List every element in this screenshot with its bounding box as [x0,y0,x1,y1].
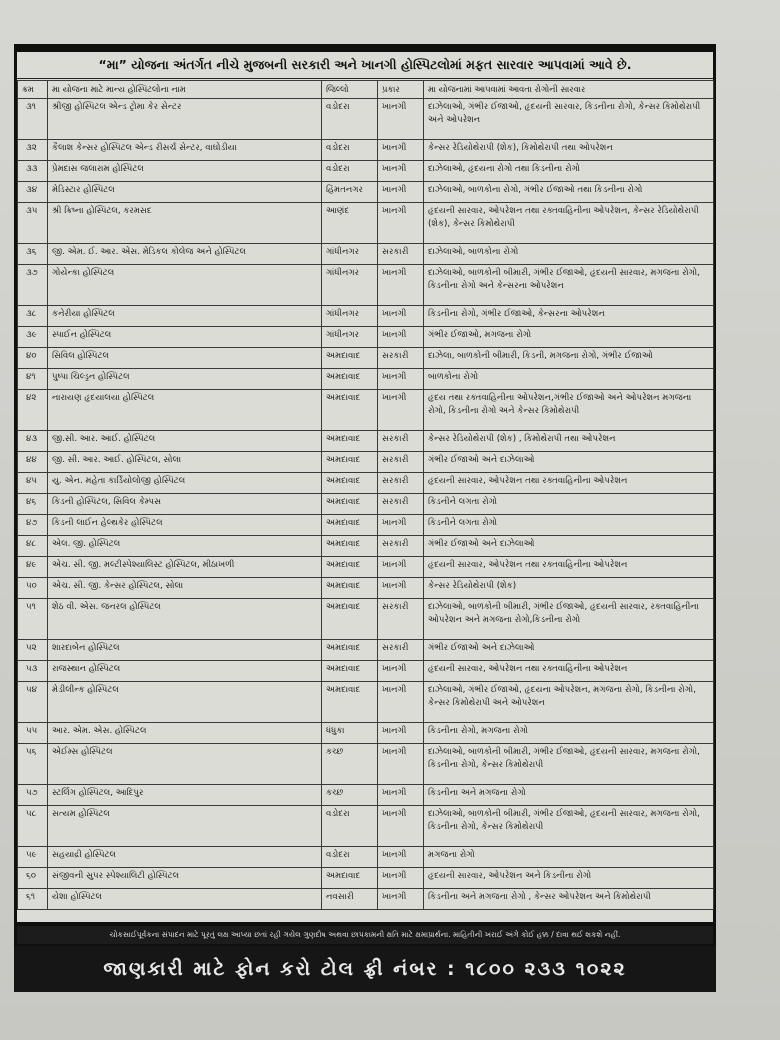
cell-hospital-name: કિડની હોસ્પિટલ, સિવિલ કેમ્પસ [48,494,322,515]
cell-district: હિંમતનગર [322,182,378,203]
cell-hospital-name: પ્રેમદાસ જલારામ હોસ્પિટલ [48,161,322,182]
table-row [18,369,714,390]
cell-district: વડોદરા [322,847,378,868]
cell-treatment: દાઝેલાઓ, બાળકોના રોગો, ગંભીર ઈજાઓ તથા કિડનીના રોગો [424,182,714,203]
cell-number: ૩૭ [18,265,48,306]
disclaimer-notice: ચોકસાઈપૂર્વકના સંપાદન માટે પૂરતું લક્ષ આપ્યા છતાં રહી ગયેલ ગુણદોષ અથવા છાપકામની ક્ષતિ માટે ક્ષમાપ્રાર્થના. માહિતીની ખરાઈ અંગે કોઈ હક્ક / દાવા થઈ શકશે નહીં. [17,926,713,944]
cell-treatment: હૃદયની સારવાર, ઓપરેશન તથા રક્તવાહિનીના ઓપરેશન [424,557,714,578]
cell-number: ૫૯ [18,847,48,868]
cell-type: ખાનગી [378,390,424,431]
cell-hospital-name: એલ. જી. હોસ્પિટલ [48,536,322,557]
cell-number: ૫૬ [18,744,48,785]
cell-treatment: કિડનીના રોગો, મગજના રોગો [424,723,714,744]
table-row [18,785,714,806]
cell-type: ખાનગી [378,847,424,868]
cell-type: ખાનગી [378,889,424,910]
cell-number: ૪૬ [18,494,48,515]
table-row [18,431,714,452]
cell-treatment: દાઝેલાઓ, ગંભીર ઈજાઓ, હૃદયની સારવાર, કિડનીના રોગો, કેન્સર કિમોથેરાપી અને ઓપરેશન [424,99,714,140]
cell-type: ખાનગી [378,682,424,723]
cell-type: ખાનગી [378,182,424,203]
table-row [18,306,714,327]
cell-hospital-name: કૈલાશ કેન્સર હોસ્પિટલ એન્ડ રીસર્ચ સેન્ટર, વાઘોડીયા [48,140,322,161]
cell-type: સરકારી [378,473,424,494]
table-row [18,868,714,889]
table-row [18,640,714,661]
cell-district: ગાંધીનગર [322,306,378,327]
cell-treatment: કેન્સર રેડિયોથેરાપી (શેક) , કિમોથેરાપી તથા ઓપરેશન [424,431,714,452]
column-header-district: જિલ્લો [322,81,378,99]
table-row [18,494,714,515]
cell-number: ૫૪ [18,682,48,723]
cell-hospital-name: સ્પાઈન હોસ્પિટલ [48,327,322,348]
cell-treatment: હૃદયની સારવાર, ઓપરેશન તથા રક્તવાહિનીના ઓપરેશન [424,661,714,682]
cell-treatment: દાઝેલાઓ, ગંભીર ઈજાઓ, હૃદયના ઓપરેશન, મગજના રોગો, કિડનીના રોગો, કેન્સર કિમોથેરાપી અને ઓપરેશન [424,682,714,723]
cell-hospital-name: પુષ્પા ચિલ્ડ્રન હોસ્પિટલ [48,369,322,390]
cell-type: ખાનગી [378,661,424,682]
cell-hospital-name: સ્ટર્લિંગ હોસ્પિટલ, આદિપુર [48,785,322,806]
cell-hospital-name: જી.સી. આર. આઈ. હોસ્પિટલ [48,431,322,452]
cell-treatment: હૃદયની સારવાર, ઓપરેશન તથા રક્તવાહિનીના ઓપરેશન, કેન્સર રેડિયોથેરાપી (શેક), કેન્સર કિમોથેરાપી [424,203,714,244]
cell-type: ખાનગી [378,203,424,244]
cell-hospital-name: એચ. સી. જી. કેન્સર હોસ્પિટલ, સોલા [48,578,322,599]
cell-district: અમદાવાદ [322,536,378,557]
cell-district: અમદાવાદ [322,868,378,889]
cell-type: સરકારી [378,494,424,515]
table-row [18,723,714,744]
table-row [18,473,714,494]
cell-treatment: કેન્સર રેડિયોથેરાપી (શેક), કિમોથેરાપી તથા ઓપરેશન [424,140,714,161]
cell-treatment: ગંભીર ઈજાઓ, મગજના રોગો [424,327,714,348]
column-header-treatment: મા યોજનામાં આપવામાં આવતા રોગોની સારવાર [424,81,714,99]
cell-district: અમદાવાદ [322,578,378,599]
cell-number: ૪૯ [18,557,48,578]
cell-treatment: દાઝેલાઓ, બાળકોના રોગો [424,244,714,265]
table-header-row [18,81,714,99]
cell-district: અમદાવાદ [322,661,378,682]
cell-district: કચ્છ [322,744,378,785]
cell-treatment: કિડનીને લગતા રોગો [424,494,714,515]
cell-type: ખાનગી [378,265,424,306]
table-row [18,265,714,306]
cell-hospital-name: કનેરીયા હોસ્પિટલ [48,306,322,327]
cell-district: અમદાવાદ [322,369,378,390]
cell-number: ૫૦ [18,578,48,599]
cell-type: ખાનગી [378,557,424,578]
cell-treatment: દાઝેલાઓ, બાળકોની બીમારી, ગંભીર ઈજાઓ, હૃદયની સારવાર, મગજના રોગો, કિડનીના રોગો, કેન્સર કિમોથેરાપી [424,744,714,785]
table-row [18,140,714,161]
table-row [18,182,714,203]
cell-district: અમદાવાદ [322,390,378,431]
cell-treatment: બાળકોના રોગો [424,369,714,390]
cell-hospital-name: શેઠ વી. એસ. જનરલ હોસ્પિટલ [48,599,322,640]
cell-district: નવસારી [322,889,378,910]
cell-hospital-name: સહયાદ્રી હોસ્પિટલ [48,847,322,868]
cell-number: ૩૧ [18,99,48,140]
table-row [18,244,714,265]
cell-number: ૫૩ [18,661,48,682]
cell-number: ૩૩ [18,161,48,182]
cell-treatment: કેન્સર રેડિયોથેરાપી (શેક) [424,578,714,599]
cell-district: અમદાવાદ [322,682,378,723]
column-header-hospital-name: મા યોજના માટે માન્ય હોસ્પિટલોના નામ [48,81,322,99]
cell-type: ખાનગી [378,744,424,785]
cell-type: ખાનગી [378,140,424,161]
cell-treatment: કિડનીના રોગો, ગંભીર ઈજાઓ, કેન્સરના ઓપરેશન [424,306,714,327]
cell-number: ૪૩ [18,431,48,452]
cell-type: સરકારી [378,348,424,369]
table-row [18,889,714,910]
cell-hospital-name: આર. એમ. એસ. હોસ્પિટલ [48,723,322,744]
cell-hospital-name: મેડિસ્ટાર હોસ્પિટલ [48,182,322,203]
cell-number: ૪૨ [18,390,48,431]
cell-treatment: દાઝેલાઓ, બાળકોની બીમારી, ગંભીર ઈજાઓ, હૃદયની સારવાર, રક્તવાહિનીના ઓપરેશન અને મગજના રોગો,કિડનીના રોગો [424,599,714,640]
cell-treatment: કિડનીના અને મગજના રોગો [424,785,714,806]
table-row [18,327,714,348]
cell-type: ખાનગી [378,806,424,847]
table-row [18,557,714,578]
cell-hospital-name: જી. સી. આર. આઈ. હોસ્પિટલ, સોલા [48,452,322,473]
cell-treatment: ગંભીર ઈજાઓ અને દાઝેલાઓ [424,536,714,557]
toll-free-footer: જાણકારી માટે ફોન કરો ટોલ ફ્રી નંબર : ૧૮૦૦ ૨૩૩ ૧૦૨૨ [14,946,716,992]
hospital-table [17,80,714,910]
cell-district: અમદાવાદ [322,348,378,369]
cell-type: ખાનગી [378,99,424,140]
cell-district: આણંદ [322,203,378,244]
cell-district: અમદાવાદ [322,515,378,536]
cell-number: ૫૭ [18,785,48,806]
cell-treatment: ગંભીર ઈજાઓ અને દાઝેલાઓ [424,452,714,473]
cell-district: વડોદરા [322,161,378,182]
cell-hospital-name: કિડની લાઈન હેલ્થકેર હોસ્પિટલ [48,515,322,536]
cell-type: ખાનગી [378,369,424,390]
cell-type: ખાનગી [378,578,424,599]
cell-hospital-name: રાજસ્થાન હોસ્પિટલ [48,661,322,682]
table-row [18,390,714,431]
cell-hospital-name: મેડીલીન્ક હોસ્પિટલ [48,682,322,723]
cell-district: અમદાવાદ [322,431,378,452]
table-row [18,682,714,723]
cell-type: સરકારી [378,244,424,265]
cell-hospital-name: એઈમ્સ હોસ્પિટલ [48,744,322,785]
cell-number: ૪૭ [18,515,48,536]
cell-hospital-name: શારદાબેન હોસ્પિટલ [48,640,322,661]
cell-district: કચ્છ [322,785,378,806]
cell-type: સરકારી [378,452,424,473]
cell-district: ધંધુકા [322,723,378,744]
cell-hospital-name: જી. એમ. ઈ. આર. એસ. મેડિકલ કોલેજ અને હોસ્પિટલ [48,244,322,265]
cell-district: અમદાવાદ [322,599,378,640]
cell-number: ૫૫ [18,723,48,744]
cell-treatment: દાઝેલાઓ, હૃદયના રોગો તથા કિડનીના રોગો [424,161,714,182]
cell-type: સરકારી [378,536,424,557]
column-header-number: ક્રમ [18,81,48,99]
table-row [18,661,714,682]
cell-type: ખાનગી [378,785,424,806]
cell-number: ૩૮ [18,306,48,327]
cell-treatment: દાઝેલા, બાળકોની બીમારી, કિડની, મગજના રોગો, ગંભીર ઈજાઓ [424,348,714,369]
cell-number: ૪૧ [18,369,48,390]
cell-treatment: હૃદય તથા રક્તવાહિનીના ઓપરેશન,ગંભીર ઈજાઓ અને ઓપરેશન મગજના રોગો, કિડનીના રોગો અને કેન્સર કિમોથેરાપી [424,390,714,431]
cell-hospital-name: સત્યમ હોસ્પિટલ [48,806,322,847]
cell-district: વડોદરા [322,140,378,161]
cell-hospital-name: યેશા હોસ્પિટલ [48,889,322,910]
table-row [18,536,714,557]
cell-district: અમદાવાદ [322,473,378,494]
cell-type: ખાનગી [378,723,424,744]
table-row [18,578,714,599]
cell-type: ખાનગી [378,306,424,327]
cell-treatment: દાઝેલાઓ, બાળકોની બીમારી, ગંભીર ઈજાઓ, હૃદયની સારવાર, મગજના રોગો, કિડનીના રોગો, કેન્સર કિમોથેરાપી [424,806,714,847]
cell-hospital-name: સિવિલ હોસ્પિટલ [48,348,322,369]
cell-district: ગાંધીનગર [322,327,378,348]
cell-hospital-name: શ્રી ક્રિષ્ના હોસ્પિટલ, કરમસદ [48,203,322,244]
table-row [18,515,714,536]
cell-district: અમદાવાદ [322,640,378,661]
table-row [18,599,714,640]
cell-hospital-name: નારાયણ હૃદયાલયા હોસ્પિટલ [48,390,322,431]
cell-type: ખાનગી [378,161,424,182]
cell-district: અમદાવાદ [322,494,378,515]
cell-number: ૫૧ [18,599,48,640]
table-row [18,161,714,182]
poster-heading: “મા” યોજના અંતર્ગત નીચે મુજબની સરકારી અને ખાનગી હોસ્પિટલોમાં મફત સારવાર આપવામાં આવે છે. [17,52,713,79]
cell-hospital-name: એચ. સી. જી. મલ્ટીસ્પેશ્યાલિસ્ટ હોસ્પિટલ, મીઠાખળી [48,557,322,578]
table-row [18,99,714,140]
cell-type: ખાનગી [378,327,424,348]
table-row [18,452,714,473]
cell-type: સરકારી [378,431,424,452]
cell-type: સરકારી [378,640,424,661]
cell-number: ૬૧ [18,889,48,910]
cell-number: ૫૮ [18,806,48,847]
column-header-type: પ્રકાર [378,81,424,99]
cell-treatment: મગજના રોગો [424,847,714,868]
table-row [18,203,714,244]
table-row [18,847,714,868]
cell-district: વડોદરા [322,806,378,847]
cell-number: ૪૮ [18,536,48,557]
cell-hospital-name: ગોયેન્કા હોસ્પિટલ [48,265,322,306]
cell-treatment: હૃદયની સારવાર, ઓપરેશન તથા રક્તવાહિનીના ઓપરેશન [424,473,714,494]
table-row [18,744,714,785]
cell-district: ગાંધીનગર [322,265,378,306]
cell-treatment: કિડનીના અને મગજના રોગો , કેન્સર ઓપરેશન અને કિમોથેરાપી [424,889,714,910]
cell-type: ખાનગી [378,515,424,536]
cell-number: ૫૨ [18,640,48,661]
cell-number: ૩૬ [18,244,48,265]
cell-district: વડોદરા [322,99,378,140]
cell-number: ૪૪ [18,452,48,473]
cell-treatment: દાઝેલાઓ, બાળકોની બીમારી, ગંભીર ઈજાઓ, હૃદયની સારવાર, મગજના રોગો, કિડનીના રોગો અને કેન્સરના ઓપરેશન [424,265,714,306]
table-row [18,806,714,847]
table-row [18,348,714,369]
cell-district: અમદાવાદ [322,557,378,578]
cell-number: ૩૪ [18,182,48,203]
cell-treatment: ગંભીર ઈજાઓ અને દાઝેલાઓ [424,640,714,661]
cell-number: ૩૯ [18,327,48,348]
cell-number: ૬૦ [18,868,48,889]
cell-number: ૪૦ [18,348,48,369]
cell-number: ૪૫ [18,473,48,494]
cell-hospital-name: શ્રીજી હોસ્પિટલ એન્ડ ટ્રોમા કેર સેન્ટર [48,99,322,140]
cell-district: અમદાવાદ [322,452,378,473]
cell-treatment: હૃદયની સારવાર, ઓપરેશન અને કિડનીના રોગો [424,868,714,889]
cell-district: ગાંધીનગર [322,244,378,265]
cell-type: ખાનગી [378,868,424,889]
cell-number: ૩૫ [18,203,48,244]
cell-number: ૩૨ [18,140,48,161]
cell-type: સરકારી [378,599,424,640]
cell-hospital-name: સંજીવની સુપર સ્પેશ્યાલિટી હોસ્પિટલ [48,868,322,889]
cell-hospital-name: યુ. એન. મહેતા કાર્ડિયોલોજી હોસ્પિટલ [48,473,322,494]
cell-treatment: કિડનીને લગતા રોગો [424,515,714,536]
